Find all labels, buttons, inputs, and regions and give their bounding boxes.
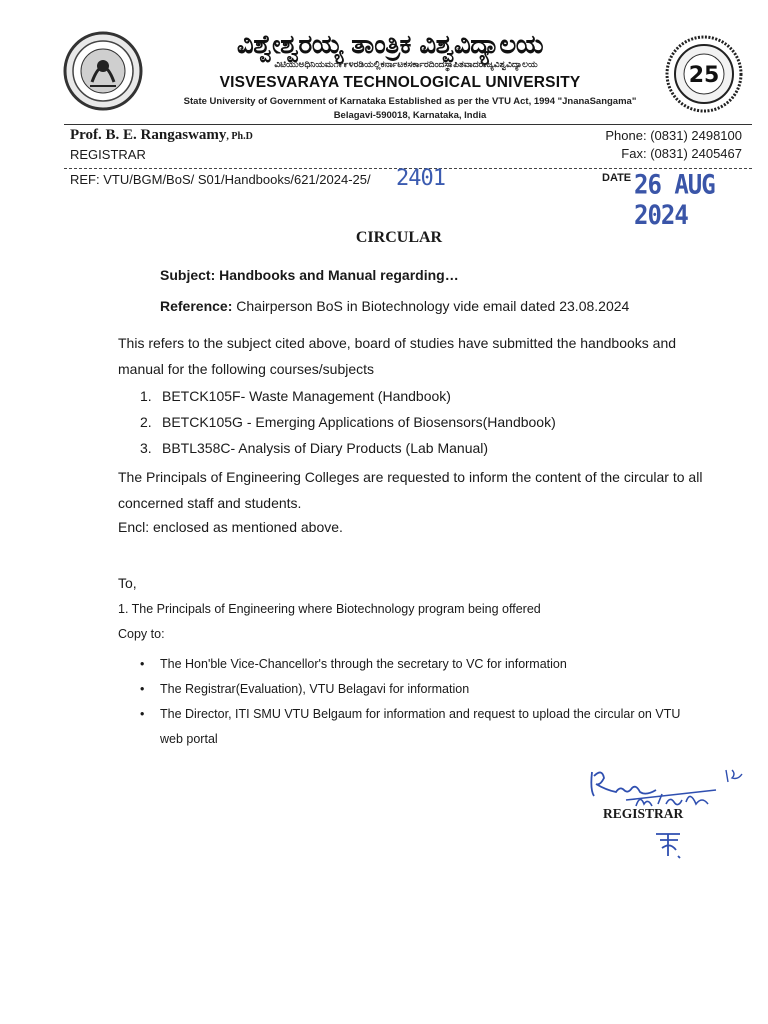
list-item <box>140 702 700 752</box>
signoff-title: REGISTRAR <box>603 806 684 821</box>
course-text: BETCK105F- Waste Management (Handbook) <box>162 388 451 404</box>
university-address: Belagavi-590018, Karnataka, India <box>333 110 487 121</box>
copy-recipient: The Registrar(Evaluation), VTU Belagavi for information <box>160 682 470 696</box>
list-item <box>140 677 700 702</box>
date-label: DATE <box>602 172 632 184</box>
fax-number: Fax: (0831) 2405467 <box>621 146 742 161</box>
course-list <box>140 383 556 461</box>
bullet-icon: • <box>140 682 145 696</box>
reference-code: REF: VTU/BGM/BoS/ S01/Handbooks/621/2024-25/ <box>70 172 371 187</box>
registrar-name <box>70 127 253 144</box>
to-recipient: 1. The Principals of Engineering where Biotechnology program being offered <box>118 602 541 616</box>
list-item <box>140 383 556 409</box>
intro-paragraph: This refers to the subject cited above, board of studies have submitted the handbooks and manual for the following courses/subjects <box>118 335 677 377</box>
to-label: To, <box>118 575 137 591</box>
list-item <box>140 409 556 435</box>
list-item <box>140 435 556 461</box>
registrar-designation: REGISTRAR <box>70 147 146 162</box>
reference-text: Chairperson BoS in Biotechnology vide email dated 23.08.2024 <box>232 298 630 314</box>
reference-line <box>160 298 629 314</box>
university-name: VISVESVARAYA TECHNOLOGICAL UNIVERSITY <box>219 74 581 91</box>
initial-mark <box>650 828 690 862</box>
list-number: 2. <box>140 414 152 430</box>
list-number: 3. <box>140 440 152 456</box>
circular-heading: CIRCULAR <box>355 229 443 246</box>
header-divider <box>64 124 752 125</box>
course-text: BETCK105G - Emerging Applications of Biosensors(Handbook) <box>162 414 556 430</box>
copy-recipient: The Director, ITI SMU VTU Belgaum for information and request to upload the circular on VTU web portal <box>160 707 681 746</box>
subject-line: Subject: Handbooks and Manual regarding… <box>160 267 459 283</box>
vtu-logo <box>62 30 144 112</box>
request-paragraph: The Principals of Engineering Colleges are requested to inform the content of the circular to all concerned staff and students. <box>118 469 703 511</box>
bullet-icon: • <box>140 707 145 721</box>
registrar-signature <box>586 760 756 810</box>
list-item <box>140 652 700 677</box>
university-description: State University of Government of Karnataka Established as per the VTU Act, 1994 "JnanaSangama" <box>183 96 637 107</box>
copy-to-label: Copy to: <box>118 627 165 641</box>
course-text: BBTL358C- Analysis of Diary Products (Lab Manual) <box>162 440 489 456</box>
emblem-number: 25 <box>688 63 720 88</box>
reference-label: Reference: <box>160 298 233 314</box>
bullet-icon: • <box>140 657 145 671</box>
reference-number-handwritten: 2401 <box>396 166 445 191</box>
date-stamp: 26 AUG 2024 <box>634 169 715 231</box>
registrar-degree: , Ph.D <box>226 131 253 142</box>
registrar-name-text: Prof. B. E. Rangaswamy <box>70 127 227 143</box>
copy-recipient: The Hon'ble Vice-Chancellor's through the secretary to VC for information <box>160 657 567 671</box>
enclosure-note: Encl: enclosed as mentioned above. <box>118 519 343 535</box>
list-number: 1. <box>140 388 152 404</box>
university-name-kannada: ವಿಶ್ವೇಶ್ವರಯ್ಯ ತಾಂತ್ರಿಕ ವಿಶ್ವವಿದ್ಯಾಲಯ <box>236 30 544 60</box>
phone-number: Phone: (0831) 2498100 <box>605 128 742 143</box>
university-subtitle-kannada: ವಿಟಿಯುಅಧಿನಿಯಮ೧೯೯೪ರಡಿಯಲ್ಲಿಕರ್ನಾಟಕಸರ್ಕಾರದಿಂದಸ್ಥಾಪಿತವಾದರಾಜ್ಯವಿಶ್ವವಿದ್ಯಾಲಯ <box>274 60 538 70</box>
silver-jubilee-emblem <box>664 34 744 114</box>
copy-to-list <box>140 652 700 752</box>
